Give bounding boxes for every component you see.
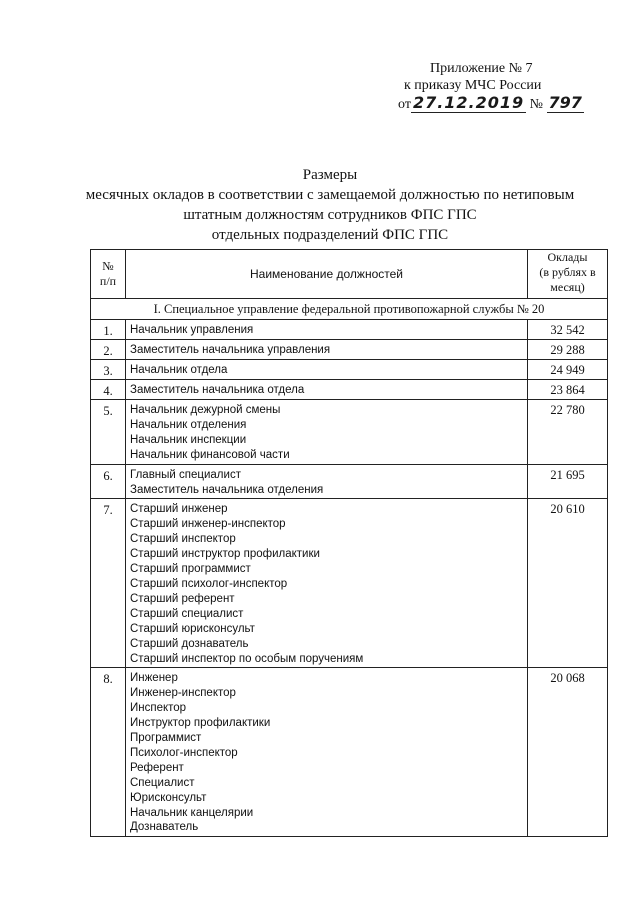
position-name: Старший юрисконсульт bbox=[130, 622, 255, 635]
salary-table bbox=[90, 249, 608, 837]
table-row bbox=[91, 400, 608, 465]
position-name: Старший психолог-инспектор bbox=[130, 577, 288, 590]
position-list bbox=[126, 380, 528, 400]
position-name: Старший программист bbox=[130, 563, 251, 576]
header-salary-l1: Оклады bbox=[547, 250, 588, 264]
header-salary-l3: месяц) bbox=[550, 280, 585, 294]
position-name: Старший инструктор профилактики bbox=[130, 548, 320, 561]
header-num-abbr: п/п bbox=[99, 274, 117, 288]
title-line-2: месячных окладов в соответствии с замещаемой должностью по нетиповым bbox=[85, 187, 575, 203]
position-name: Старший инженер bbox=[130, 503, 228, 516]
position-name: Специалист bbox=[130, 776, 195, 789]
table-header-row bbox=[91, 250, 608, 299]
position-name: Начальник канцелярии bbox=[130, 806, 254, 819]
salary-value: 23 864 bbox=[528, 380, 608, 400]
salary-value: 20 068 bbox=[528, 668, 608, 837]
position-list bbox=[126, 340, 528, 360]
position-name: Заместитель начальника отделения bbox=[130, 483, 324, 496]
row-number: 2. bbox=[91, 340, 126, 360]
position-name: Старший дознаватель bbox=[130, 637, 249, 650]
appendix-order-ref: к приказу МЧС России bbox=[404, 78, 542, 93]
table-row bbox=[91, 380, 608, 400]
position-list bbox=[126, 499, 528, 668]
position-name: Юрисконсульт bbox=[130, 791, 207, 804]
appendix-number: Приложение № 7 bbox=[430, 61, 533, 76]
position-name: Старший инспектор по особым поручениям bbox=[130, 652, 364, 665]
salary-value: 21 695 bbox=[528, 464, 608, 499]
position-list bbox=[126, 360, 528, 380]
position-name: Психолог-инспектор bbox=[130, 746, 238, 759]
position-name: Начальник инспекции bbox=[130, 433, 247, 446]
position-name: Старший референт bbox=[130, 592, 235, 605]
position-name: Старший специалист bbox=[130, 607, 244, 620]
header-position-name: Наименование должностей bbox=[126, 250, 528, 299]
position-list bbox=[126, 320, 528, 340]
position-list bbox=[126, 400, 528, 465]
table-row bbox=[91, 320, 608, 340]
position-name: Инженер bbox=[130, 672, 178, 685]
position-name: Старший инженер-инспектор bbox=[130, 518, 286, 531]
table-row bbox=[91, 340, 608, 360]
document-title bbox=[80, 166, 580, 246]
appendix-header bbox=[392, 60, 592, 113]
position-name: Дознаватель bbox=[130, 821, 199, 834]
row-number: 7. bbox=[91, 499, 126, 668]
salary-value: 20 610 bbox=[528, 499, 608, 668]
position-name: Начальник финансовой части bbox=[130, 448, 290, 461]
handwritten-number: 797 bbox=[548, 93, 582, 112]
position-name: Референт bbox=[130, 761, 184, 774]
position-name: Главный специалист bbox=[130, 468, 241, 481]
position-name: Инженер-инспектор bbox=[130, 687, 236, 700]
position-name: Программист bbox=[130, 732, 202, 745]
table-row bbox=[91, 360, 608, 380]
title-line-1: Размеры bbox=[302, 167, 358, 183]
salary-value: 32 542 bbox=[528, 320, 608, 340]
position-name: Заместитель начальника отдела bbox=[130, 384, 305, 396]
header-salary-l2: (в рублях в bbox=[539, 265, 596, 279]
section-title: I. Специальное управление федеральной противопожарной службы № 20 bbox=[91, 299, 608, 320]
row-number: 1. bbox=[91, 320, 126, 340]
position-name: Заместитель начальника управления bbox=[130, 344, 331, 356]
position-name: Инспектор bbox=[130, 702, 187, 715]
position-name: Инструктор профилактики bbox=[130, 717, 271, 730]
row-number: 5. bbox=[91, 400, 126, 465]
position-name: Старший инспектор bbox=[130, 533, 236, 546]
row-number: 4. bbox=[91, 380, 126, 400]
title-line-4: отдельных подразделений ФПС ГПС bbox=[211, 227, 449, 243]
salary-value: 22 780 bbox=[528, 400, 608, 465]
header-num-symbol: № bbox=[102, 259, 114, 273]
title-line-3: штатным должностям сотрудников ФПС ГПС bbox=[183, 207, 477, 223]
salary-value: 24 949 bbox=[528, 360, 608, 380]
position-name: Начальник отделения bbox=[130, 418, 247, 431]
row-number: 8. bbox=[91, 668, 126, 837]
table-row bbox=[91, 499, 608, 668]
handwritten-date: 27.12.2019 bbox=[412, 93, 525, 112]
position-name: Начальник отдела bbox=[130, 364, 228, 376]
table-row bbox=[91, 668, 608, 837]
position-list bbox=[126, 668, 528, 837]
header-salary bbox=[528, 250, 608, 299]
position-name: Начальник управления bbox=[130, 324, 254, 336]
from-label: от bbox=[398, 97, 411, 112]
position-list bbox=[126, 464, 528, 499]
header-num bbox=[91, 250, 126, 299]
salary-value: 29 288 bbox=[528, 340, 608, 360]
table-row bbox=[91, 464, 608, 499]
number-label: № bbox=[529, 97, 544, 112]
row-number: 3. bbox=[91, 360, 126, 380]
section-row bbox=[91, 299, 608, 320]
position-name: Начальник дежурной смены bbox=[130, 404, 281, 416]
row-number: 6. bbox=[91, 464, 126, 499]
appendix-date-line bbox=[392, 94, 592, 113]
